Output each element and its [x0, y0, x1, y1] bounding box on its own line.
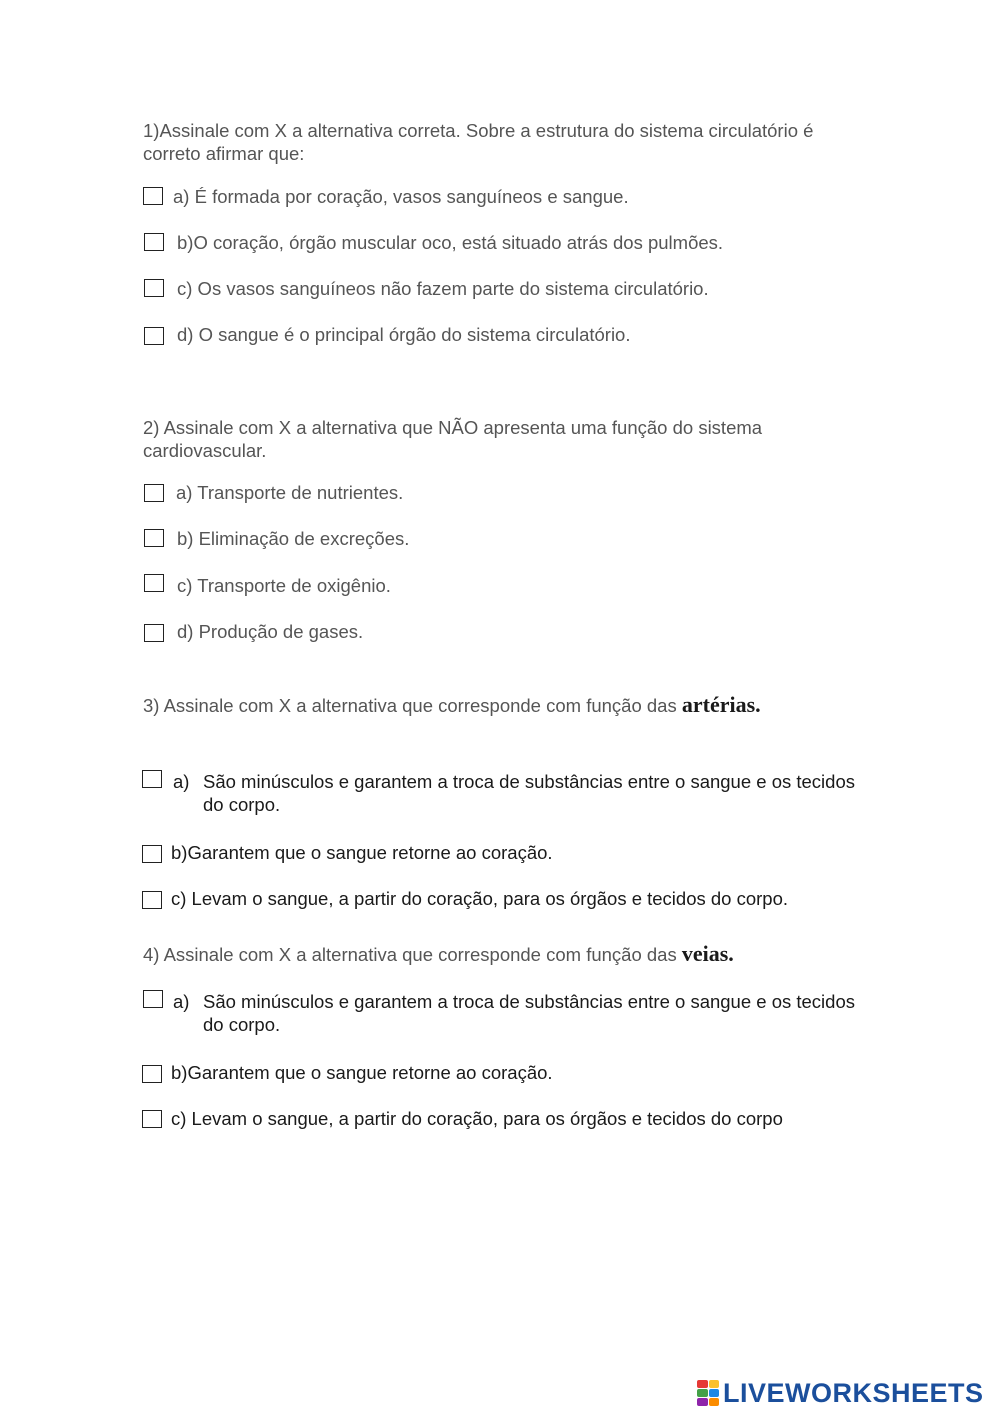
- q1-option-a-label: a) É formada por coração, vasos sanguíneos e sangue.: [173, 186, 629, 207]
- liveworksheets-logo-text: LIVEWORKSHEETS: [723, 1377, 984, 1408]
- q1-option-d-checkbox[interactable]: [144, 327, 164, 345]
- q2-option-d-label: d) Produção de gases.: [177, 621, 364, 642]
- q2-option-b-checkbox[interactable]: [144, 529, 164, 547]
- q2-option-c-label: c) Transporte de oxigênio.: [177, 575, 391, 596]
- q4-option-a-letter: a): [173, 991, 190, 1012]
- liveworksheets-logo[interactable]: [697, 1378, 984, 1408]
- q2-option-d-checkbox[interactable]: [144, 624, 164, 642]
- q4-option-b-checkbox[interactable]: [142, 1065, 162, 1083]
- q1-option-c-checkbox[interactable]: [144, 279, 164, 297]
- q3-option-c-label: c) Levam o sangue, a partir do coração, para os órgãos e tecidos do corpo.: [171, 888, 789, 909]
- q4-option-c-label: c) Levam o sangue, a partir do coração, para os órgãos e tecidos do corpo: [171, 1108, 783, 1129]
- q3-option-b-checkbox[interactable]: [142, 845, 162, 863]
- q3-option-a-label: [173, 770, 863, 816]
- q4-option-a-text: São minúsculos e garantem a troca de substâncias entre o sangue e os tecidos do corpo.: [203, 991, 855, 1035]
- question-3-prompt: [143, 693, 863, 717]
- q2-option-a-label: a) Transporte de nutrientes.: [176, 482, 404, 503]
- question-4-prompt: [143, 942, 863, 966]
- q2-option-a-checkbox[interactable]: [144, 484, 164, 502]
- q1-option-b-checkbox[interactable]: [144, 233, 164, 251]
- q3-option-b-label: b)Garantem que o sangue retorne ao coração.: [171, 842, 553, 863]
- q3-option-a-letter: a): [173, 771, 190, 792]
- question-3-keyword: artérias.: [681, 692, 761, 717]
- q2-option-c-checkbox[interactable]: [144, 574, 164, 592]
- question-3-prompt-text: 3) Assinale com X a alternativa que corresponde com função das: [143, 695, 677, 716]
- q1-option-c-label: c) Os vasos sanguíneos não fazem parte do sistema circulatório.: [177, 278, 709, 299]
- q4-option-b-label: b)Garantem que o sangue retorne ao coração.: [171, 1062, 553, 1083]
- q1-option-a-checkbox[interactable]: [143, 187, 163, 205]
- q1-option-b-label: b)O coração, órgão muscular oco, está situado atrás dos pulmões.: [177, 232, 724, 253]
- q4-option-c-checkbox[interactable]: [142, 1110, 162, 1128]
- question-2-prompt: 2) Assinale com X a alternativa que NÃO apresenta uma função do sistema cardiovascular.: [143, 417, 763, 461]
- q3-option-a-checkbox[interactable]: [142, 770, 162, 788]
- q4-option-a-label: [173, 990, 863, 1036]
- question-1-prompt: 1)Assinale com X a alternativa correta. Sobre a estrutura do sistema circulatório é correto afirmar que:: [143, 120, 814, 164]
- q1-option-d-label: d) O sangue é o principal órgão do sistema circulatório.: [177, 324, 631, 345]
- q3-option-c-checkbox[interactable]: [142, 891, 162, 909]
- q4-option-a-checkbox[interactable]: [143, 990, 163, 1008]
- q2-option-b-label: b) Eliminação de excreções.: [177, 528, 410, 549]
- liveworksheets-mark-icon: [697, 1380, 719, 1406]
- question-4-keyword: veias.: [681, 941, 734, 966]
- question-4-prompt-text: 4) Assinale com X a alternativa que corresponde com função das: [143, 944, 677, 965]
- q3-option-a-text: São minúsculos e garantem a troca de substâncias entre o sangue e os tecidos do corpo.: [203, 771, 855, 815]
